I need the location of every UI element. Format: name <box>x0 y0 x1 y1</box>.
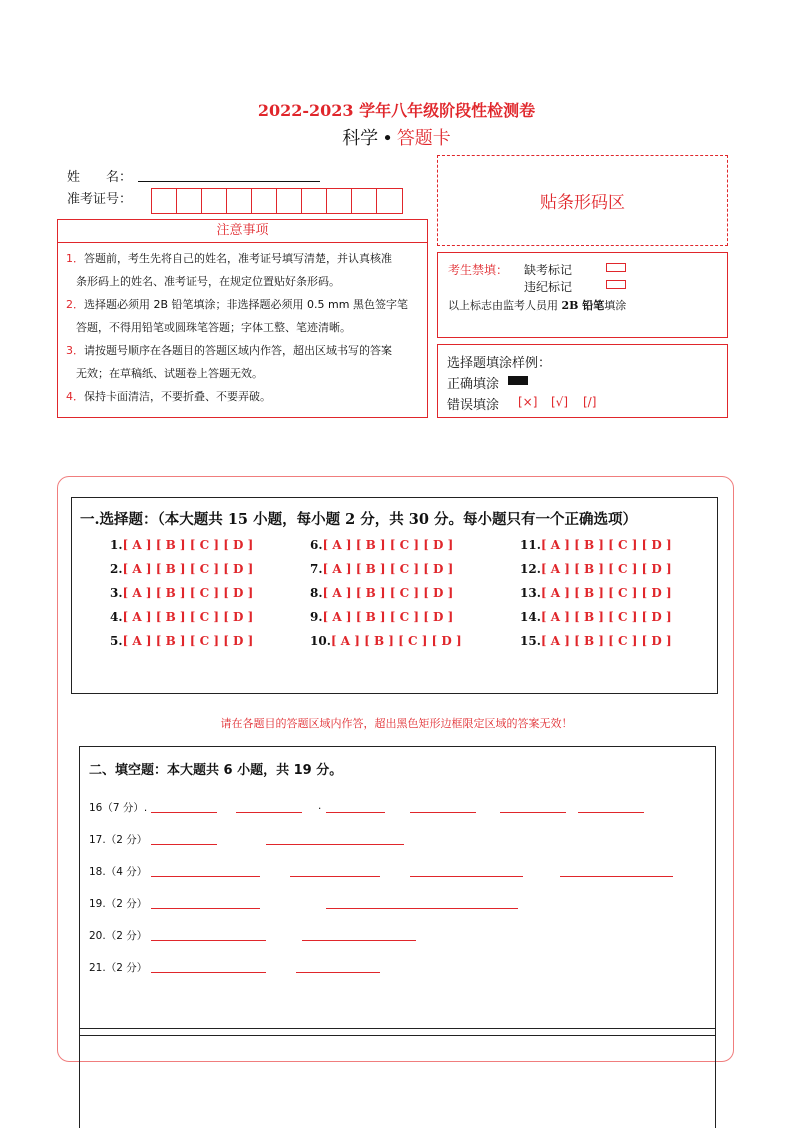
ban-label: 考生禁填： <box>448 263 509 277</box>
choice-question[interactable]: 9.[ A ] [ B ] [ C ] [ D ] <box>310 610 454 624</box>
answer-blank[interactable] <box>266 844 404 845</box>
notice-item: 3．请按题号顺序在各题目的答题区域内作答，超出区域书写的答案 <box>66 344 392 357</box>
answer-blank[interactable] <box>302 940 416 941</box>
name-field[interactable] <box>138 181 320 182</box>
correct-fill-mark <box>508 376 528 385</box>
absent-mark-label: 缺考标记 <box>524 263 573 277</box>
name-label: 姓 名： <box>67 170 133 185</box>
section-fill-blank <box>79 746 716 1036</box>
id-digit-box[interactable] <box>152 189 177 213</box>
candidate-ban-box <box>437 252 728 338</box>
answer-blank[interactable] <box>560 876 673 877</box>
answer-area-warning: 请在各题目的答题区域内作答，超出黑色矩形边框限定区域的答案无效！ <box>220 717 573 730</box>
correct-fill-label: 正确填涂 <box>447 377 500 392</box>
id-digit-box[interactable] <box>227 189 252 213</box>
ban-note: 以上标志由监考人员用 2B 铅笔填涂 <box>448 299 627 312</box>
choice-question[interactable]: 12.[ A ] [ B ] [ C ] [ D ] <box>520 562 672 576</box>
answer-blank[interactable] <box>326 908 518 909</box>
notice-item: 1．答题前，考生先将自己的姓名，准考证号填写清楚，并认真核准 <box>66 252 392 265</box>
section-next-frame <box>79 1028 716 1128</box>
id-digit-box[interactable] <box>252 189 277 213</box>
answer-blank[interactable] <box>326 812 385 813</box>
answer-blank[interactable] <box>151 908 260 909</box>
question-19-label: 19.（2 分） <box>89 898 148 910</box>
section-choice-heading: 一.选择题：（本大题共 15 小题，每小题 2 分，共 30 分。每小题只有一个正确选项） <box>80 511 638 528</box>
id-digit-box[interactable] <box>327 189 352 213</box>
choice-question[interactable]: 11.[ A ] [ B ] [ C ] [ D ] <box>520 538 672 552</box>
id-digit-box[interactable] <box>277 189 302 213</box>
notice-item-cont: 条形码上的姓名、准考证号，在规定位置贴好条形码。 <box>76 275 340 288</box>
violation-mark-label: 违纪标记 <box>524 280 573 294</box>
answer-blank[interactable] <box>296 972 380 973</box>
choice-question[interactable]: 5.[ A ] [ B ] [ C ] [ D ] <box>110 634 254 648</box>
wrong-mark-check: [√] <box>551 395 569 409</box>
section-fill-heading: 二、填空题：本大题共 6 小题，共 19 分。 <box>89 763 343 778</box>
wrong-fill-label: 错误填涂 <box>447 398 500 413</box>
violation-mark-box[interactable] <box>606 280 626 289</box>
question-16-dot: . <box>318 800 322 812</box>
choice-question[interactable]: 13.[ A ] [ B ] [ C ] [ D ] <box>520 586 672 600</box>
answer-blank[interactable] <box>500 812 566 813</box>
id-digit-box[interactable] <box>177 189 202 213</box>
answer-blank[interactable] <box>290 876 380 877</box>
answer-blank[interactable] <box>236 812 302 813</box>
barcode-area: 贴条形码区 <box>437 155 728 246</box>
choice-question[interactable]: 4.[ A ] [ B ] [ C ] [ D ] <box>110 610 254 624</box>
fill-sample-box <box>437 344 728 418</box>
choice-question[interactable]: 14.[ A ] [ B ] [ C ] [ D ] <box>520 610 672 624</box>
absent-mark-box[interactable] <box>606 263 626 272</box>
answer-blank[interactable] <box>151 876 260 877</box>
choice-question[interactable]: 7.[ A ] [ B ] [ C ] [ D ] <box>310 562 454 576</box>
notice-item-cont: 无效；在草稿纸、试题卷上答题无效。 <box>76 367 263 380</box>
answer-card-label: 答题卡 <box>396 128 451 149</box>
exam-subtitle <box>0 124 793 150</box>
exam-id-label: 准考证号： <box>67 192 133 207</box>
choice-question[interactable]: 8.[ A ] [ B ] [ C ] [ D ] <box>310 586 454 600</box>
id-digit-box[interactable] <box>352 189 377 213</box>
id-digit-box[interactable] <box>302 189 327 213</box>
subject-label: 科学 <box>342 128 379 149</box>
question-17-label: 17.（2 分） <box>89 834 148 846</box>
notice-item-cont: 答题，不得用铅笔或圆珠笔答题；字体工整、笔迹清晰。 <box>76 321 351 334</box>
answer-blank[interactable] <box>578 812 644 813</box>
answer-blank[interactable] <box>151 940 266 941</box>
answer-blank[interactable] <box>151 844 217 845</box>
id-digit-box[interactable] <box>202 189 227 213</box>
choice-question[interactable]: 2.[ A ] [ B ] [ C ] [ D ] <box>110 562 254 576</box>
notice-item: 2．选择题必须用 2B 铅笔填涂；非选择题必须用 0.5 mm 黑色签字笔 <box>66 298 408 311</box>
answer-blank[interactable] <box>410 812 476 813</box>
notice-item: 4．保持卡面清洁，不要折叠、不要弄破。 <box>66 390 271 403</box>
answer-blank[interactable] <box>410 876 523 877</box>
answer-blank[interactable] <box>151 972 266 973</box>
separator-dot: • <box>382 128 393 149</box>
wrong-mark-x: [×] <box>518 395 538 409</box>
question-21-label: 21.（2 分） <box>89 962 148 974</box>
exam-id-boxes[interactable] <box>151 188 403 214</box>
choice-question[interactable]: 15.[ A ] [ B ] [ C ] [ D ] <box>520 634 672 648</box>
question-16-label: 16（7 分）. <box>89 802 148 814</box>
exam-title: 2022-2023 学年八年级阶段性检测卷 <box>257 101 536 120</box>
question-20-label: 20.（2 分） <box>89 930 148 942</box>
question-18-label: 18.（4 分） <box>89 866 148 878</box>
choice-question[interactable]: 3.[ A ] [ B ] [ C ] [ D ] <box>110 586 254 600</box>
id-digit-box[interactable] <box>377 189 402 213</box>
choice-question[interactable]: 10.[ A ] [ B ] [ C ] [ D ] <box>310 634 462 648</box>
notice-body <box>57 243 428 418</box>
notice-title: 注意事项 <box>57 219 428 243</box>
choice-question[interactable]: 6.[ A ] [ B ] [ C ] [ D ] <box>310 538 454 552</box>
wrong-mark-slash: [/] <box>583 395 597 409</box>
choice-question[interactable]: 1.[ A ] [ B ] [ C ] [ D ] <box>110 538 254 552</box>
fill-sample-title: 选择题填涂样例： <box>447 356 552 371</box>
answer-blank[interactable] <box>151 812 217 813</box>
